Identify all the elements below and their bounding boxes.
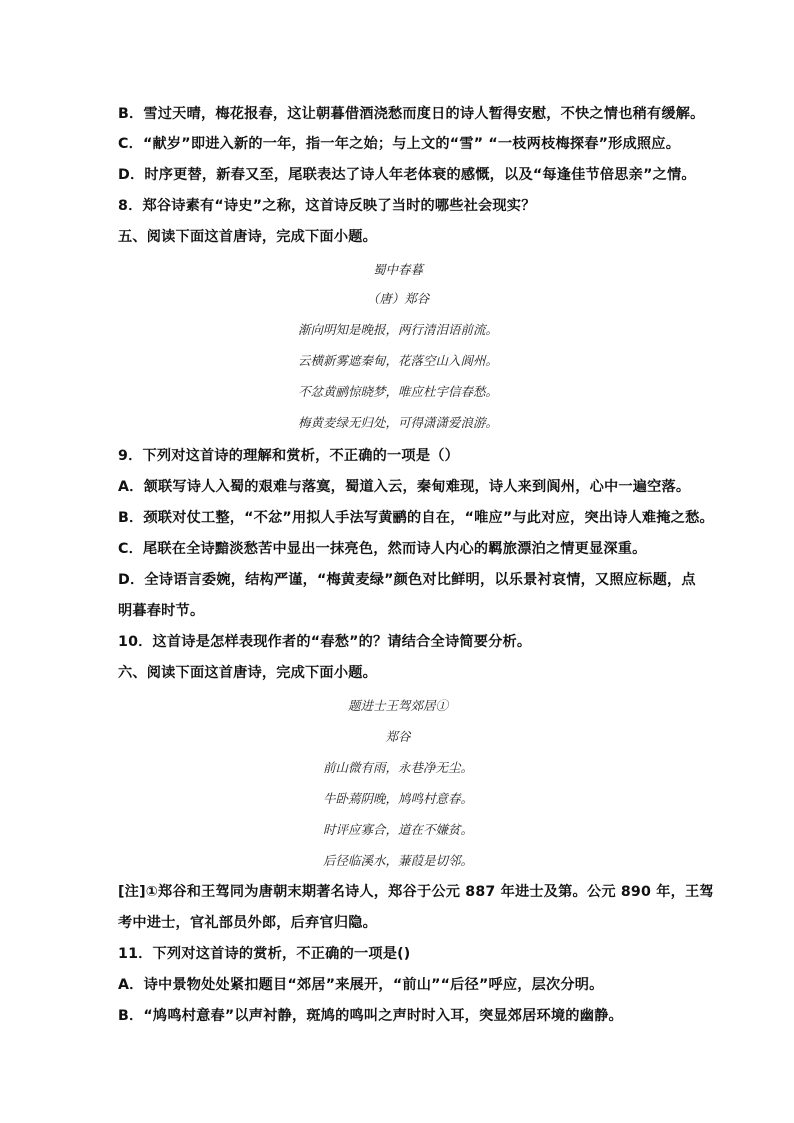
question-11: 11．下列对这首诗的赏析，不正确的一项是() [118, 946, 411, 962]
poem-1-line: 梅黄麦绿无归处，可得潇潇爱浪游。 [297, 415, 498, 430]
poem-2-line: 牛卧蔫阴晚，鸠鸣村意春。 [322, 791, 473, 806]
poem-2-line: 后径临溪水，蒹葭是切邻。 [322, 853, 473, 868]
poem-2-line: 时评应寡合，道在不嫌贫。 [322, 822, 473, 837]
section-6-heading: 六、阅读下面这首唐诗，完成下面小题。 [118, 665, 377, 681]
poem-2-title: 题进士王驾郊居① [347, 698, 448, 713]
q9-option-a: A．颔联写诗人入蜀的艰难与落寞，蜀道入云，秦甸难现，诗人来到阆州，心中一遍空落。 [118, 479, 691, 495]
question-9: 9．下列对这首诗的理解和赏析，不正确的一项是（） [118, 448, 459, 464]
question-10: 10．这首诗是怎样表现作者的“春愁”的？请结合全诗简要分析。 [118, 634, 532, 650]
section-5-heading: 五、阅读下面这首唐诗，完成下面小题。 [118, 229, 377, 245]
q7-option-c: C．“献岁”即进入新的一年，指一年之始；与上文的“雪” “一枝两枝梅探春”形成照应。 [118, 136, 681, 152]
q9-option-c: C．尾联在全诗黯淡愁苦中显出一抹亮色，然而诗人内心的羁旅漂泊之情更显深重。 [118, 541, 647, 557]
q9-option-b: B．颈联对仗工整，“不忿”用拟人手法写黄鹂的自在，“唯应”与此对应，突出诗人难掩之愁。 [118, 510, 714, 526]
poem-1-author: （唐）郑谷 [366, 291, 430, 306]
poem-1-title: 蜀中春暮 [372, 262, 423, 277]
q9-option-d: D．全诗语言委婉，结构严谨，“梅黄麦绿”颜色对比鲜明，以乐景衬哀情，又照应标题，点 [118, 572, 696, 588]
poem-1-line: 渐向明知是晚报，两行清泪语前流。 [297, 322, 498, 337]
poem-2-line: 前山微有雨，永巷净无尘。 [322, 760, 473, 775]
q7-option-d: D．时序更替，新春又至，尾联表达了诗人年老体衰的感慨，以及“每逢佳节倍思亲”之情。 [118, 167, 696, 183]
poem-1-line: 云横新雾遮秦甸，花落空山入阆州。 [297, 353, 498, 368]
footnote-continued: 考中进士，官礼部员外郎，后弃官归隐。 [118, 915, 377, 931]
footnote: [注]①郑谷和王驾同为唐朝末期著名诗人，郑谷于公元 887 年进士及第。公元 890 年，王驾 [118, 884, 714, 900]
poem-2-author: 郑谷 [385, 729, 411, 744]
q11-option-b: B．“鸠鸣村意春”以声衬静，斑鸠的鸣叫之声时时入耳，突显郊居环境的幽静。 [118, 1008, 623, 1024]
question-8: 8．郑谷诗素有“诗史”之称，这首诗反映了当时的哪些社会现实？ [118, 198, 536, 214]
poem-1-line: 不忿黄鹂惊晓梦，唯应杜宇信春愁。 [297, 384, 498, 399]
q9-option-d-continued: 明暮春时节。 [118, 603, 205, 619]
q7-option-b: B．雪过天晴，梅花报春，这让朝暮借酒浇愁而度日的诗人暂得安慰，不快之情也稍有缓解。 [118, 106, 705, 122]
q11-option-a: A．诗中景物处处紧扣题目“郊居”来展开，“前山”“后径”呼应，层次分明。 [118, 977, 604, 993]
